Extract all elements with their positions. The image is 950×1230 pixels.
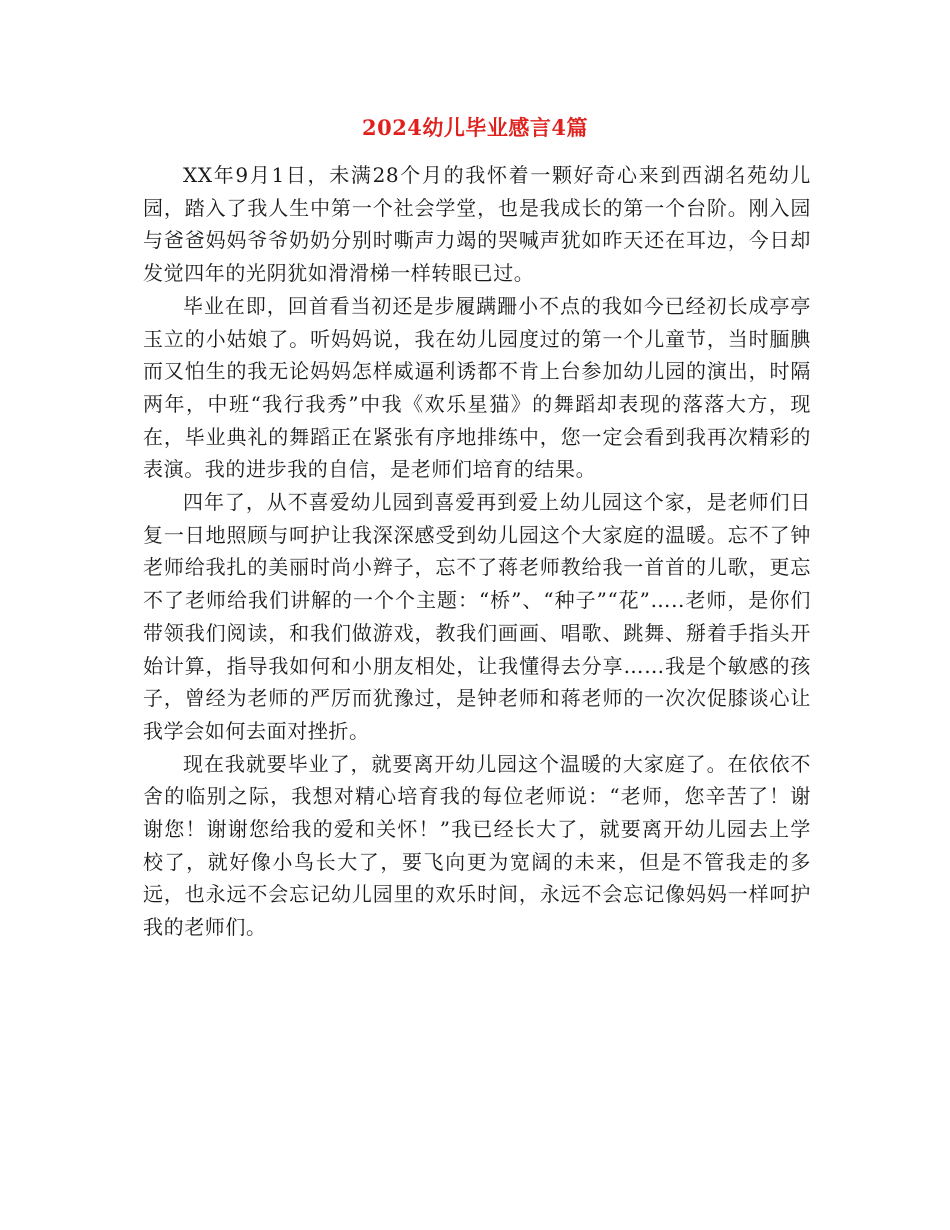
paragraph-3: 四年了，从不喜爱幼儿园到喜爱再到爱上幼儿园这个家，是老师们日复一日地照顾与呵护让我深深感受到幼儿园这个大家庭的温暖。忘不了钟老师给我扎的美丽时尚小辫子，忘不了蒋老师教给我一首首的儿歌，更忘不了老师给我们讲解的一个个主题：“桥”、“种子”“花”…..老师，是你们带领我们阅读，和我们做游戏，教我们画画、唱歌、跳舞、掰着手指头开始计算，指导我如何和小朋友相处，让我懂得去分享……我是个敏感的孩子，曾经为老师的严厉而犹豫过，是钟老师和蒋老师的一次次促膝谈心让我学会如何去面对挫折。 [143,490,811,743]
paragraph-4: 现在我就要毕业了，就要离开幼儿园这个温暖的大家庭了。在依依不舍的临别之际，我想对精心培育我的每位老师说：“老师，您辛苦了！谢谢您！谢谢您给我的爱和关怀！”我已经长大了，就要离开幼儿园去上学校了，就好像小鸟长大了，要飞向更为宽阔的未来，但是不管我走的多远，也永远不会忘记幼儿园里的欢乐时间，永远不会忘记像妈妈一样呵护我的老师们。 [143,751,811,940]
paragraph-2: 毕业在即，回首看当初还是步履蹒跚小不点的我如今已经初长成亭亭玉立的小姑娘了。听妈妈说，我在幼儿园度过的第一个儿童节，当时腼腆而又怕生的我无论妈妈怎样威逼利诱都不肯上台参加幼儿园的演出，时隔两年，中班“我行我秀”中我《欢乐星猫》的舞蹈却表现的落落大方，现在，毕业典礼的舞蹈正在紧张有序地排练中，您一定会看到我再次精彩的表演。我的进步我的自信，是老师们培育的结果。 [143,293,811,482]
paragraph-1: XX年9月1日，未满28个月的我怀着一颗好奇心来到西湖名苑幼儿园，踏入了我人生中第一个社会学堂，也是我成长的第一个台阶。刚入园与爸爸妈妈爷爷奶奶分别时嘶声力竭的哭喊声犹如昨天还在耳边，今日却发觉四年的光阴犹如滑滑梯一样转眼已过。 [143,163,811,286]
document-body [143,159,811,944]
document-title: 2024幼儿毕业感言4篇 [361,115,589,140]
